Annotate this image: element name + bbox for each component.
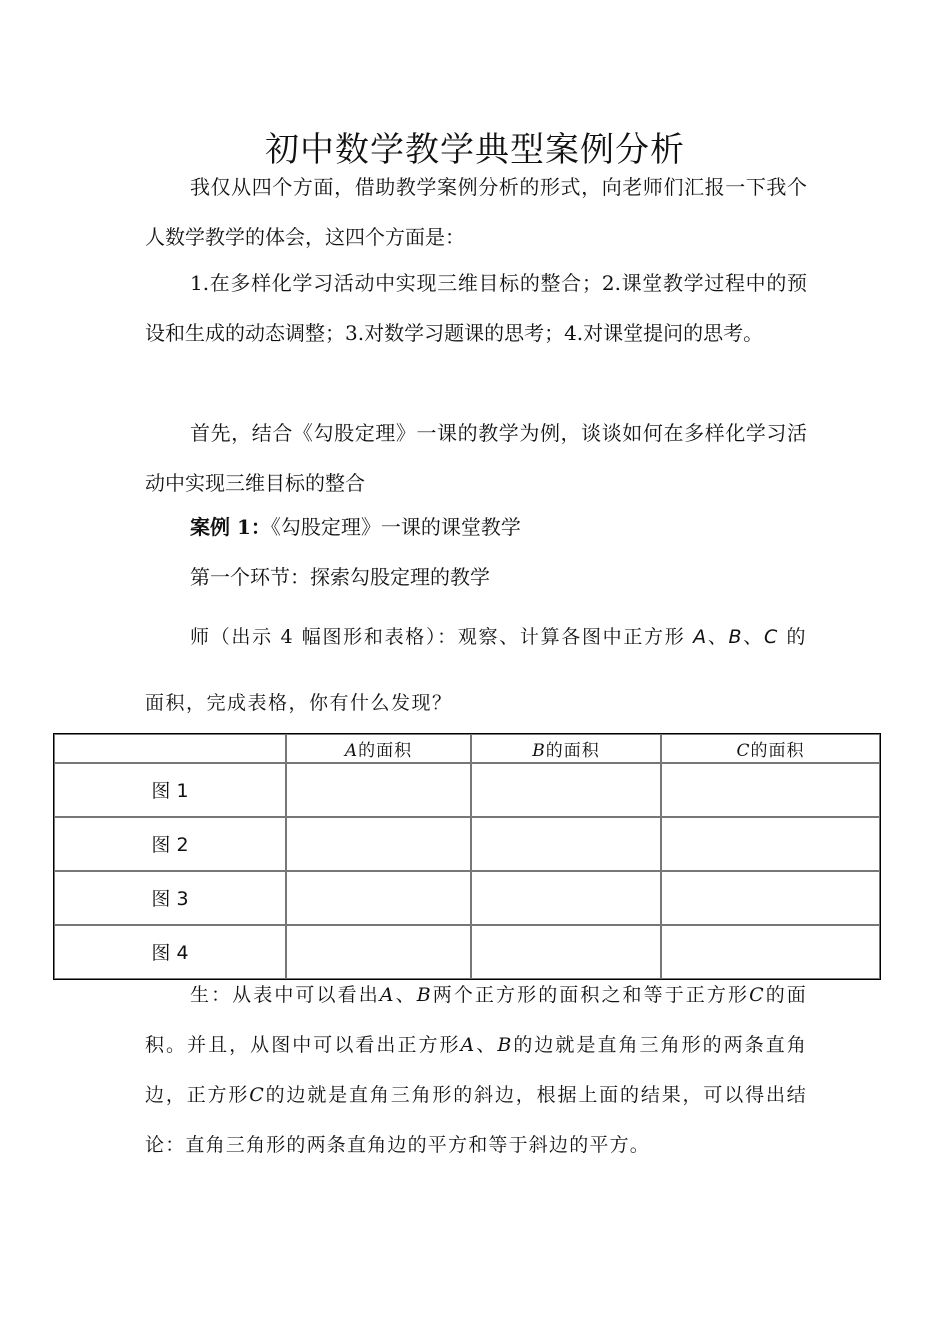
var-c: C [249,1084,265,1106]
aspects-paragraph: 1.在多样化学习活动中实现三维目标的整合；2.课堂教学过程中的预设和生成的动态调整；3.对数学习题课的思考；4.对课堂提问的思考。 [145,271,807,345]
separator: 、 [707,626,729,648]
table-row [54,817,880,871]
case-label: 案例 1： [190,515,271,539]
table-header-cell [471,734,661,763]
var-b: B [532,740,546,761]
var-a: A [379,984,395,1006]
table-header-row [54,734,880,763]
table-cell [471,871,661,925]
teacher-paragraph [145,604,807,736]
header-text: 的面积 [358,740,413,761]
table-cell [286,871,471,925]
student-paragraph [145,970,807,1170]
first-point-paragraph: 首先，结合《勾股定理》一课的教学为例，谈谈如何在多样化学习活动中实现三维目标的整合 [145,421,807,495]
header-text: 的面积 [750,740,805,761]
header-text: 的面积 [545,740,600,761]
row-label: 图 1 [54,763,286,817]
student-text: 两个正方形的面积之和等于正方形 [431,984,750,1006]
table-header-cell [286,734,471,763]
table-row [54,871,880,925]
row-label: 图 3 [54,871,286,925]
table-cell [286,763,471,817]
row-label: 图 4 [54,925,286,979]
table-row [54,763,880,817]
student-text: 生：从表中可以看出 [190,984,380,1006]
table-cell [471,817,661,871]
table-header-cell [661,734,880,763]
student-text: 的边就是直角三角形的两条直角边，正方形 [145,1034,807,1106]
var-a: A [693,626,708,648]
teacher-prefix: 师（出示 4 幅图形和表格）：观察、计算各图中正方形 [190,626,694,648]
table-cell [471,763,661,817]
var-b: B [728,626,744,648]
intro-paragraph: 我仅从四个方面，借助教学案例分析的形式，向老师们汇报一下我个人数学教学的体会，这四个方面是： [145,175,807,249]
row-label: 图 2 [54,817,286,871]
teacher-suffix: 的面积，完成表格，你有什么发现？ [145,626,807,714]
var-b: B [497,1034,513,1056]
var-c: C [749,984,765,1006]
student-text: 、 [475,1034,498,1056]
student-text: 的面积。并且，从图中可以看出正方形 [145,984,808,1056]
document-title: 初中数学教学典型案例分析 [265,130,685,170]
table-header-cell [54,734,286,763]
table-cell [286,817,471,871]
separator: 、 [743,626,764,648]
var-c: C [736,740,751,761]
table-cell [661,763,880,817]
var-a: A [460,1034,476,1056]
var-a: A [344,740,359,761]
student-text: 、 [394,984,417,1006]
area-table [53,733,881,980]
student-text: 的边就是直角三角形的斜边，根据上面的结果，可以得出结论：直角三角形的两条直角边的平方和等于斜边的平方。 [145,1084,807,1156]
var-b: B [416,984,432,1006]
step-heading: 第一个环节：探索勾股定理的教学 [190,565,490,589]
table-cell [661,817,880,871]
case-heading [190,502,521,552]
case-title: 《勾股定理》一课的课堂教学 [270,515,521,539]
var-c: C [763,626,779,648]
table-cell [661,871,880,925]
